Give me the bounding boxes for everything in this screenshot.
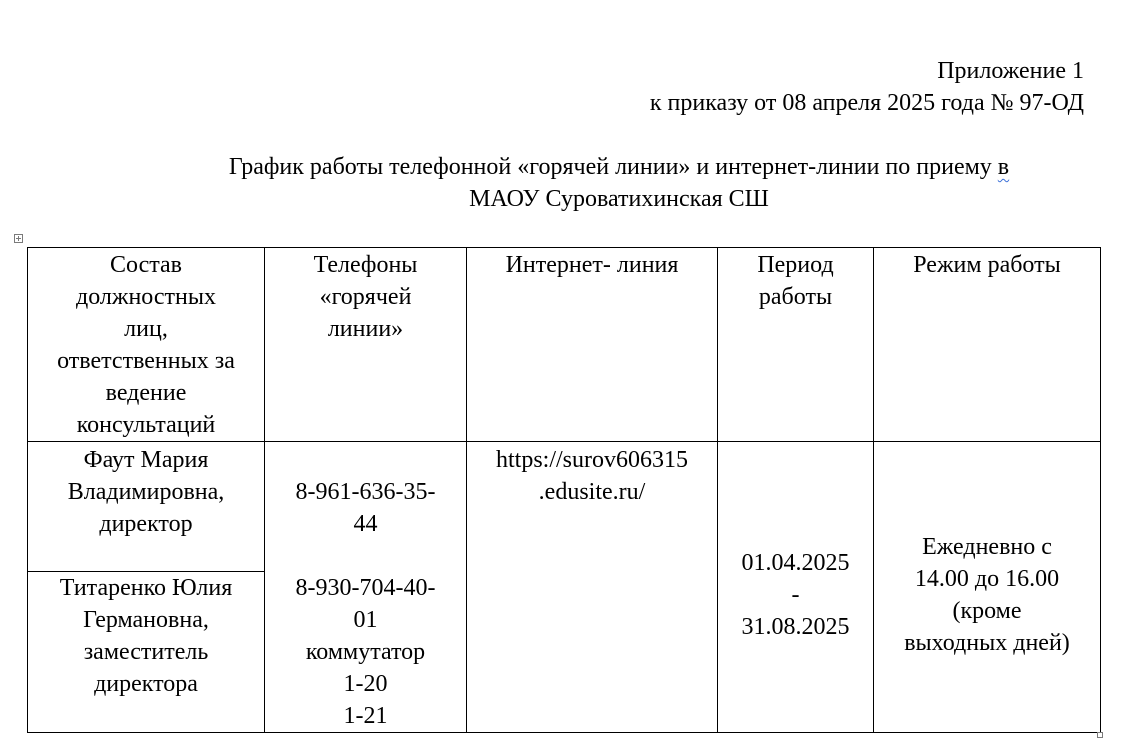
header-staff-line: ведение [105, 380, 187, 406]
person-position-line: заместитель [83, 639, 209, 666]
period-separator: - [791, 582, 800, 608]
work-mode-line: 14.00 до 16.00 [914, 566, 1060, 592]
spellcheck-flagged-word[interactable]: в [997, 154, 1010, 180]
phone-extension: 1-21 [343, 703, 388, 729]
person-name-line: Фаут Мария [83, 447, 209, 473]
title-line-1-text: График работы телефонной «горячей линии» и интернет-линии по приему [228, 154, 998, 180]
person-cell [28, 572, 265, 733]
header-internet-line: Интернет- линия [505, 252, 679, 278]
phone-number-line: 8-930-704-40- [295, 575, 436, 601]
person-name-line: Титаренко Юлия [59, 575, 233, 602]
person-name-line: Владимировна, [67, 479, 225, 505]
header-staff-line: должностных [75, 284, 216, 310]
table-header-row [28, 248, 1101, 442]
header-staff-line: ответственных за [57, 348, 235, 374]
header-staff-line: лиц, [124, 316, 168, 342]
internet-line-cell [467, 442, 718, 733]
header-phones-line: линии» [327, 316, 404, 342]
phone-switchboard-label: коммутатор [305, 639, 426, 665]
header-staff-line: Состав [109, 252, 183, 278]
period-start-date: 01.04.2025 [741, 550, 850, 576]
header-phones-line: «горячей [319, 284, 412, 310]
header-period-line: Период [757, 252, 834, 278]
annex-number: Приложение 1 [937, 58, 1084, 84]
work-mode-line: выходных дней) [904, 630, 1070, 656]
header-mode-line: Режим работы [913, 252, 1061, 278]
header-staff-line: консультаций [76, 412, 216, 438]
phone-extension: 1-20 [343, 671, 388, 697]
work-mode-line: Ежедневно с [922, 534, 1052, 560]
title-line-2: МАОУ Суроватихинская СШ [469, 186, 769, 212]
website-url-line[interactable]: .edusite.ru/ [538, 479, 646, 505]
person-position-line: директор [99, 511, 193, 537]
header-period-line: работы [758, 284, 833, 310]
phones-spacer [265, 540, 466, 572]
work-mode-cell [874, 442, 1101, 733]
phone-number-line: 01 [353, 607, 378, 633]
annex-order-reference: к приказу от 08 апреля 2025 года № 97-ОД [649, 90, 1084, 116]
header-phones-line: Телефоны [313, 252, 418, 278]
period-cell [718, 442, 874, 733]
work-mode-line: (кроме [952, 598, 1022, 624]
phone-number-line: 8-961-636-35- [295, 479, 436, 505]
period-end-date: 31.08.2025 [741, 614, 850, 640]
phone-number-line: 44 [353, 511, 378, 537]
table-move-handle-icon[interactable] [14, 234, 23, 243]
header-period [718, 248, 874, 442]
phones-cell [265, 442, 467, 733]
header-mode [874, 248, 1101, 442]
title-line-1 [160, 151, 1078, 183]
person-position-line: директора [94, 671, 198, 698]
table-row [28, 442, 1101, 572]
table-resize-handle-icon[interactable] [1097, 732, 1103, 738]
document-title [160, 151, 1078, 215]
website-url-line[interactable]: https://surov606315 [495, 447, 688, 473]
person-cell [28, 442, 265, 572]
header-phones [265, 248, 467, 442]
person-name-line: Германовна, [83, 607, 209, 634]
annex-header [650, 55, 1084, 119]
header-internet [467, 248, 718, 442]
header-staff [28, 248, 265, 442]
schedule-table [27, 247, 1101, 733]
